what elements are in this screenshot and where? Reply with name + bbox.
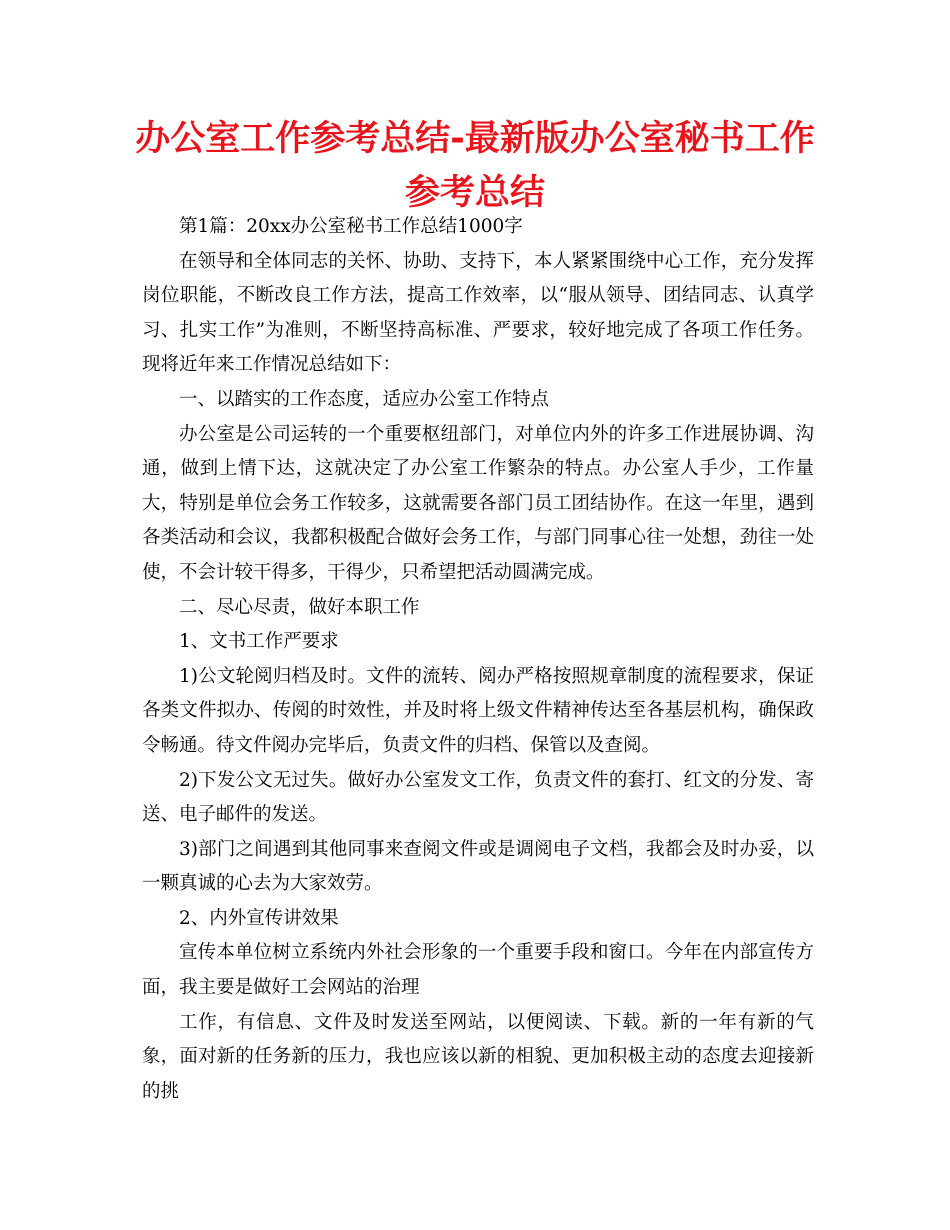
document-body xyxy=(142,210,814,1109)
paragraph: 办公室是公司运转的一个重要枢纽部门，对单位内外的许多工作进展协调、沟通，做到上情下达，这就决定了办公室工作繁杂的特点。办公室人手少，工作量大，特别是单位会务工作较多，这就需要各部门员工团结协作。在这一年里，遇到各类活动和会议，我都积极配合做好会务工作，与部门同事心往一处想，劲往一处使，不会计较干得多，干得少，只希望把活动圆满完成。 xyxy=(142,423,814,583)
paragraph: 1)公文轮阅归档及时。文件的流转、阅办严格按照规章制度的流程要求，保证各类文件拟办、传阅的时效性，并及时将上级文件精神传达至各基层机构，确保政令畅通。待文件阅办完毕后，负责文件的归档、保管以及查阅。 xyxy=(142,665,814,756)
paragraph: 宣传本单位树立系统内外社会形象的一个重要手段和窗口。今年在内部宣传方面，我主要是做好工会网站的治理 xyxy=(142,942,814,999)
subsection-heading: 2、内外宣传讲效果 xyxy=(179,907,339,929)
section-heading: 二、尽心尽责，做好本职工作 xyxy=(179,596,420,618)
subsection-heading: 1、文书工作严要求 xyxy=(179,631,339,653)
paragraph: 3)部门之间遇到其他同事来查阅文件或是调阅电子文档，我都会及时办妥，以一颗真诚的心去为大家效劳。 xyxy=(142,838,814,895)
document-title: 办公室工作参考总结-最新版办公室秘书工作参考总结 xyxy=(135,119,815,213)
paragraph: 2)下发公文无过失。做好办公室发文工作，负责文件的套打、红文的分发、寄送、电子邮件的发送。 xyxy=(142,769,814,826)
section-heading: 一、以踏实的工作态度，适应办公室工作特点 xyxy=(179,388,550,410)
paragraph: 第1篇：20xx办公室秘书工作总结1000字 xyxy=(179,216,523,237)
paragraph: 工作，有信息、文件及时发送至网站，以便阅读、下载。新的一年有新的气象，面对新的任务新的压力，我也应该以新的相貌、更加积极主动的态度去迎接新的挑 xyxy=(142,1011,814,1102)
paragraph: 在领导和全体同志的关怀、协助、支持下，本人紧紧围绕中心工作，充分发挥岗位职能，不断改良工作方法，提高工作效率，以“服从领导、团结同志、认真学习、扎实工作”为准则，不断坚持高标准、严要求，较好地完成了各项工作任务。现将近年来工作情况总结如下： xyxy=(142,250,814,376)
